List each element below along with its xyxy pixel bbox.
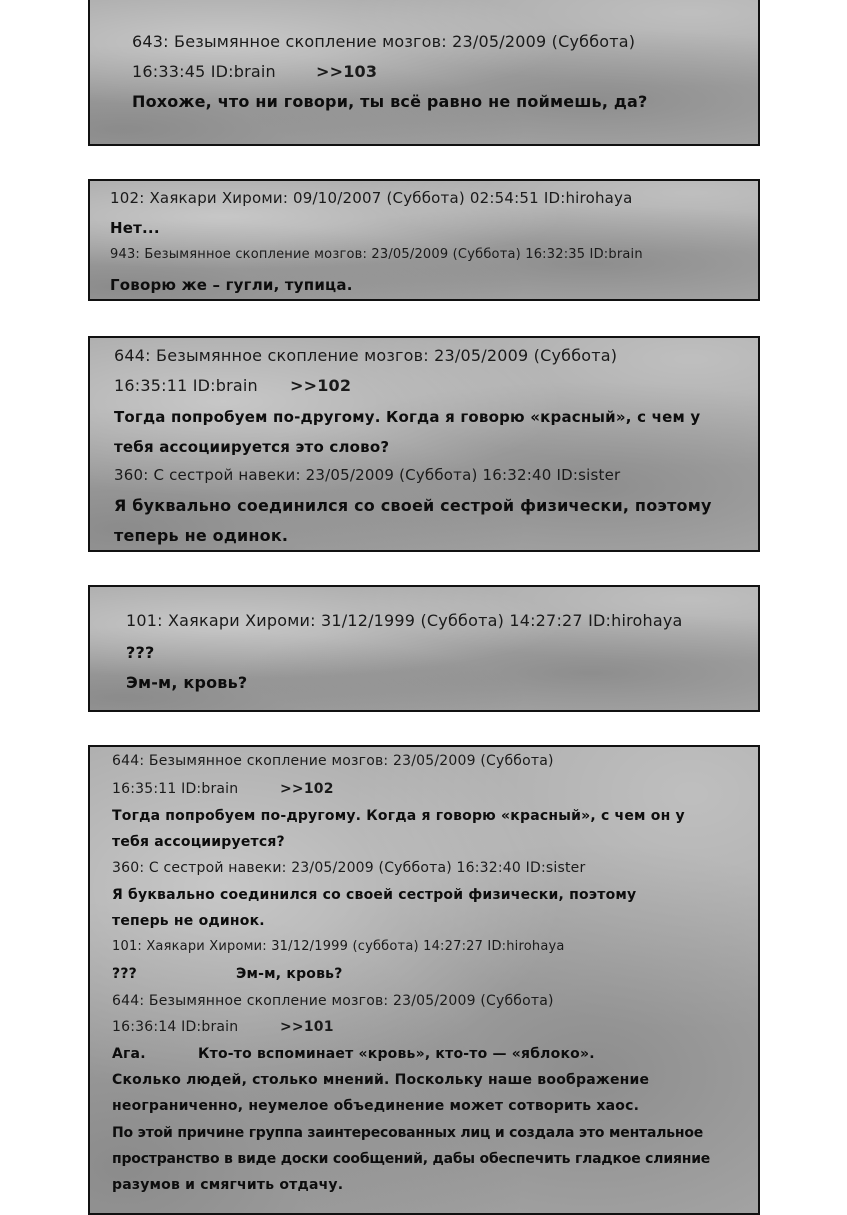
post-message: неограниченно, неумелое объединение может сотворить хаос. xyxy=(112,1098,640,1114)
post-message: пространство в виде доски сообщений, дабы обеспечить гладкое слияние xyxy=(112,1151,711,1167)
reply-link[interactable]: >>103 xyxy=(316,62,378,81)
post-header: 643: Безымянное скопление мозгов: 23/05/2009 (Суббота) xyxy=(132,32,636,51)
post-message: Кто-то вспоминает «кровь», кто-то — «яблоко». xyxy=(198,1046,595,1062)
post-message: Тогда попробуем по-другому. Когда я говорю «красный», с чем у xyxy=(114,408,701,426)
post-header: 644: Безымянное скопление мозгов: 23/05/2009 (Суббота) xyxy=(112,993,554,1009)
post-header: 943: Безымянное скопление мозгов: 23/05/2009 (Суббота) 16:32:35 ID:brain xyxy=(110,247,643,262)
post-message: Эм-м, кровь? xyxy=(236,966,343,982)
post-time-id: 16:35:11 ID:brain xyxy=(114,376,258,395)
post-panel-644-360 xyxy=(88,336,760,552)
post-message: По этой причине группа заинтересованных лиц и создала это ментальное xyxy=(112,1125,704,1141)
post-time-id: 16:35:11 ID:brain xyxy=(112,781,239,797)
reply-link[interactable]: >>102 xyxy=(280,781,334,797)
post-message: ??? xyxy=(126,643,155,662)
post-message: Сколько людей, столько мнений. Поскольку наше воображение xyxy=(112,1072,650,1088)
post-message: Тогда попробуем по-другому. Когда я говорю «красный», с чем он у xyxy=(112,808,685,824)
post-message: тебя ассоциируется это слово? xyxy=(114,438,390,456)
post-message: тебя ассоциируется? xyxy=(112,834,285,850)
post-message: теперь не одинок. xyxy=(112,913,265,929)
post-message: Говорю же – гугли, тупица. xyxy=(110,276,353,294)
post-panel-643 xyxy=(88,0,760,146)
post-header: 644: Безымянное скопление мозгов: 23/05/2009 (Суббота) xyxy=(114,346,618,365)
post-message: Я буквально соединился со своей сестрой физически, поэтому xyxy=(114,496,712,515)
reply-link[interactable]: >>102 xyxy=(290,376,352,395)
post-message: Нет... xyxy=(110,219,160,237)
post-panel-102-943 xyxy=(88,179,760,301)
post-header: 102: Хаякари Хироми: 09/10/2007 (Суббота) 02:54:51 ID:hirohaya xyxy=(110,189,633,207)
post-time-id: 16:33:45 ID:brain xyxy=(132,62,276,81)
post-header: 101: Хаякари Хироми: 31/12/1999 (суббота) 14:27:27 ID:hirohaya xyxy=(112,939,565,954)
post-header: 644: Безымянное скопление мозгов: 23/05/2009 (Суббота) xyxy=(112,753,554,769)
post-message: Я буквально соединился со своей сестрой физически, поэтому xyxy=(112,887,637,903)
post-panel-101 xyxy=(88,585,760,712)
post-message: теперь не одинок. xyxy=(114,526,289,545)
post-message: разумов и смягчить отдачу. xyxy=(112,1177,344,1193)
post-message: Похоже, что ни говори, ты всё равно не поймешь, да? xyxy=(132,92,648,111)
post-time-id: 16:36:14 ID:brain xyxy=(112,1019,239,1035)
post-message: Ага. xyxy=(112,1046,146,1062)
post-message: ??? xyxy=(112,966,137,982)
reply-link[interactable]: >>101 xyxy=(280,1019,334,1035)
post-panel-thread-summary xyxy=(88,745,760,1215)
post-header: 360: С сестрой навеки: 23/05/2009 (Суббота) 16:32:40 ID:sister xyxy=(112,860,586,876)
post-header: 360: С сестрой навеки: 23/05/2009 (Суббота) 16:32:40 ID:sister xyxy=(114,466,621,484)
post-header: 101: Хаякари Хироми: 31/12/1999 (Суббота) 14:27:27 ID:hirohaya xyxy=(126,611,683,630)
post-message: Эм-м, кровь? xyxy=(126,673,248,692)
